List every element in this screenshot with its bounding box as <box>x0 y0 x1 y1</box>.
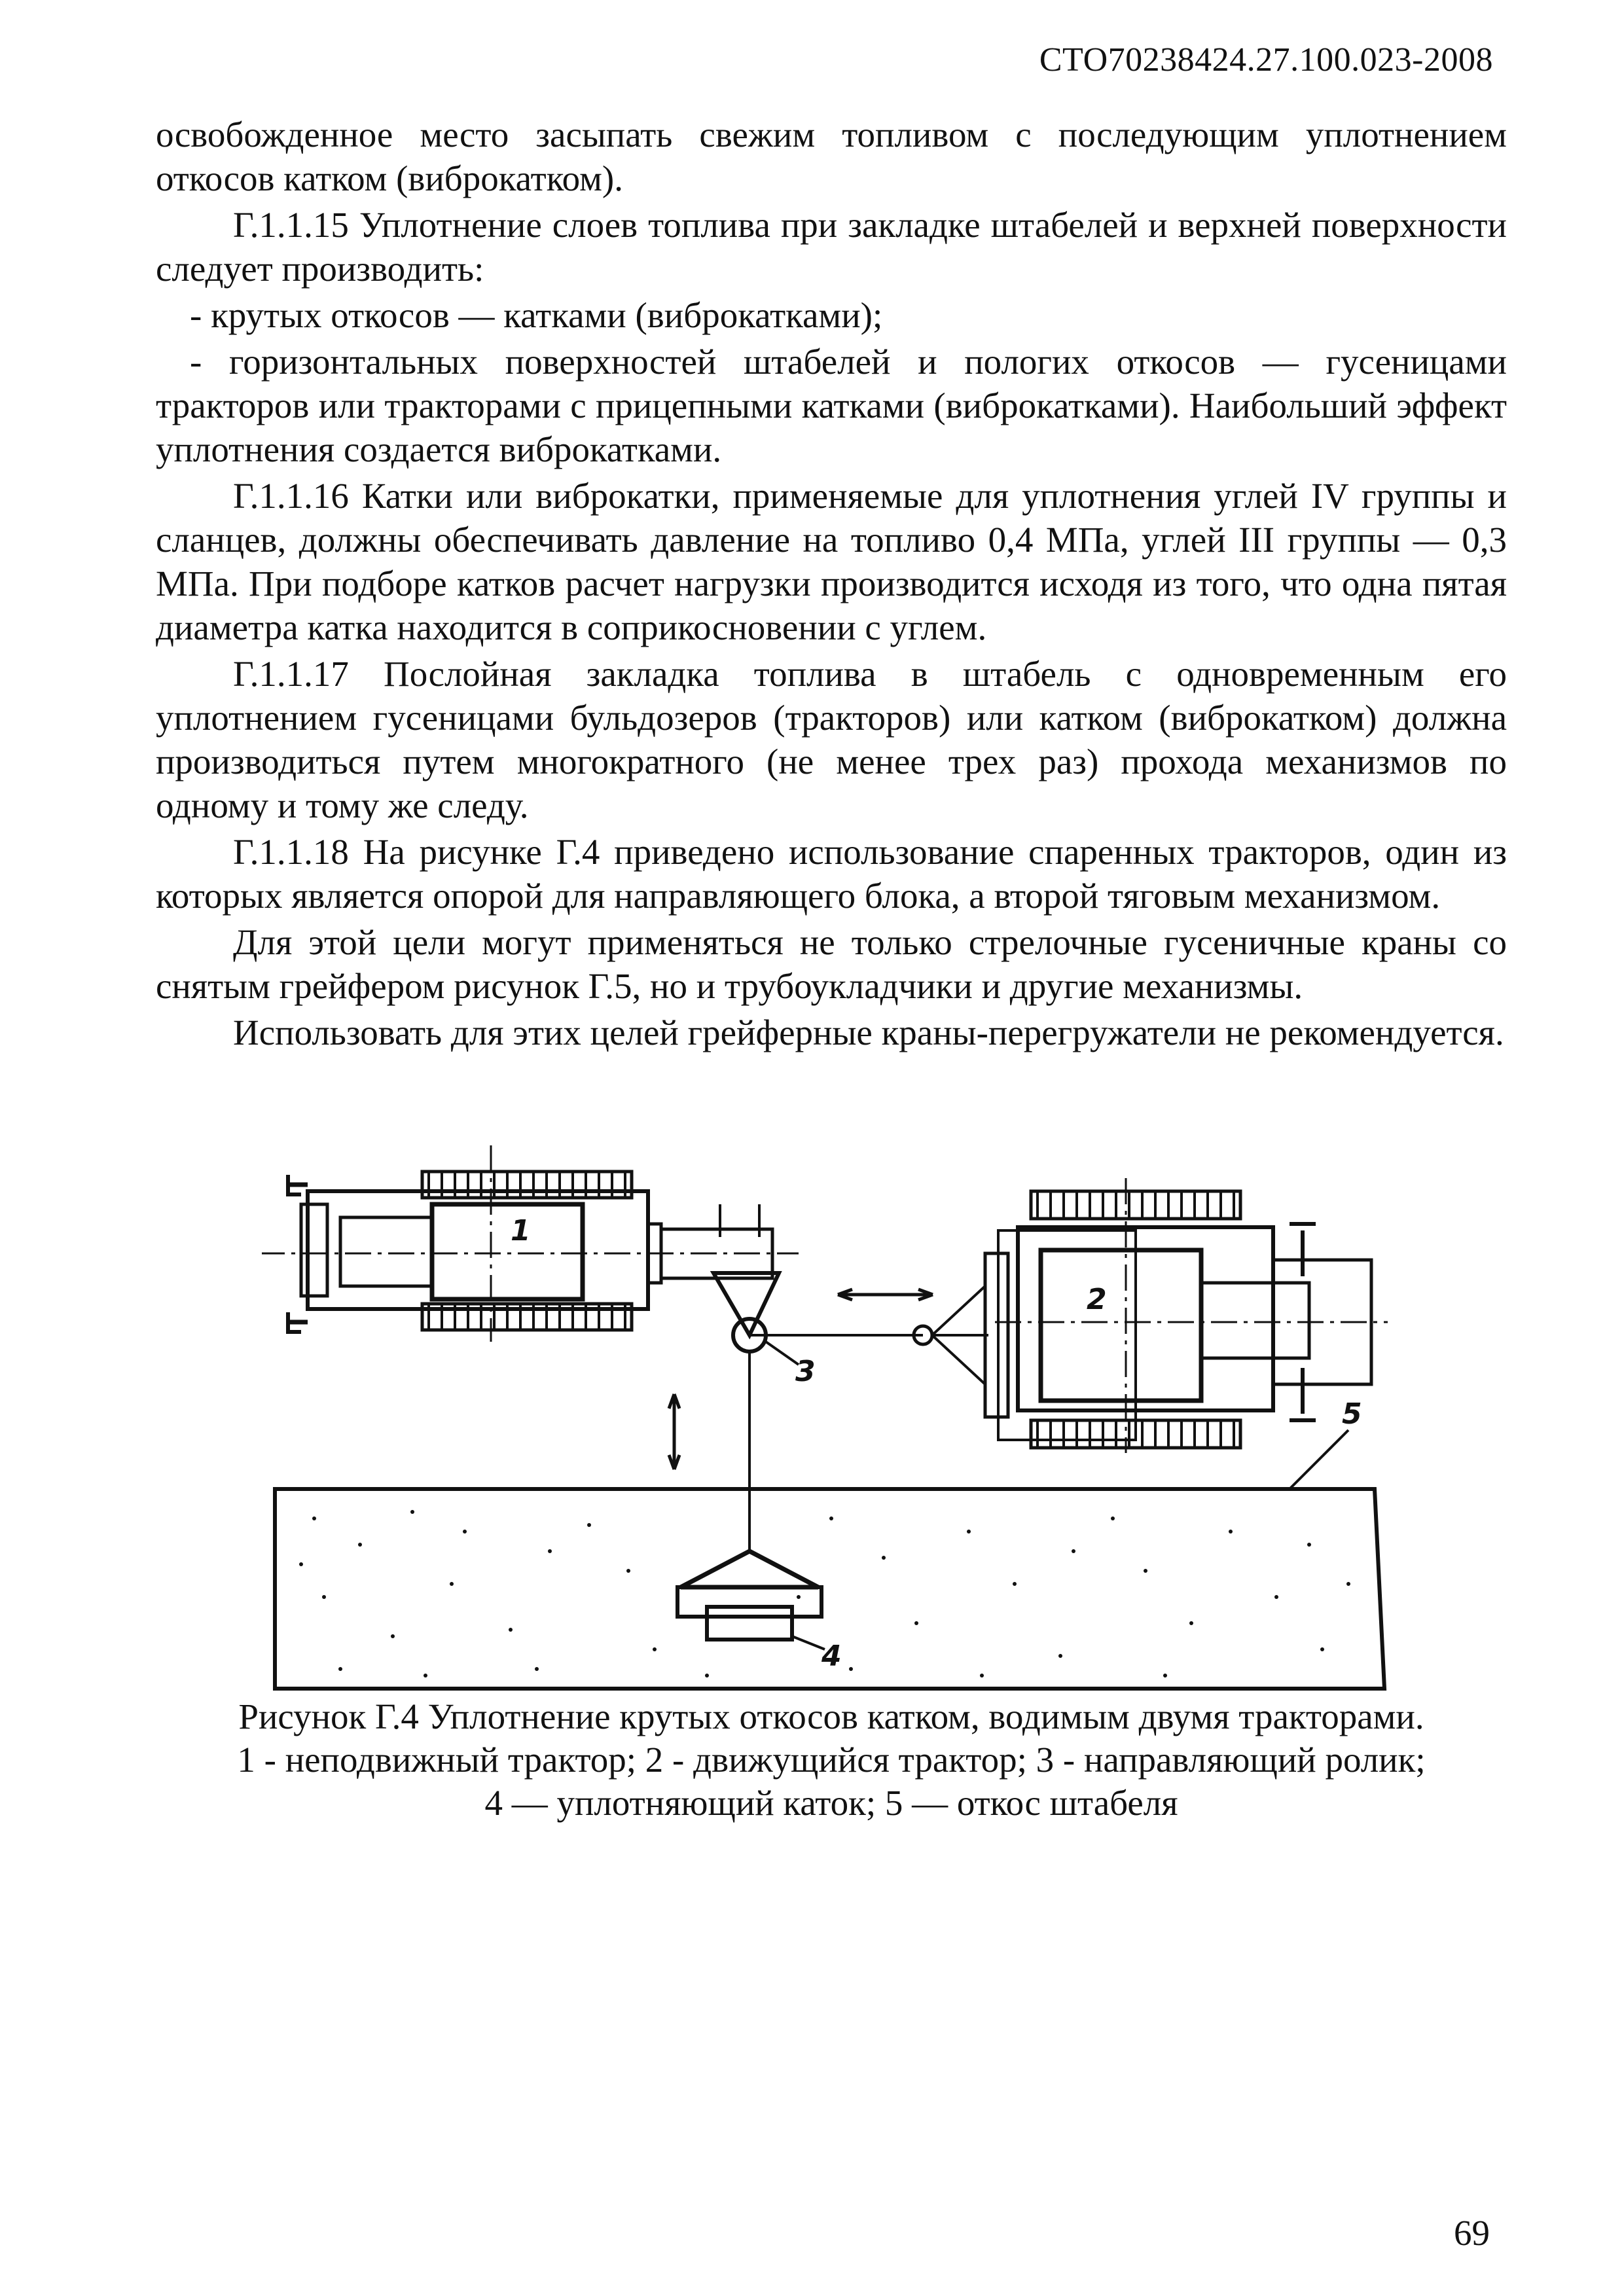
label-4: 4 <box>821 1640 842 1673</box>
document-code: СТО70238424.27.100.023-2008 <box>1039 41 1493 79</box>
paragraph: освобожденное место засыпать свежим топливом с последующим уплотнением откосов катком (виброкатком). <box>156 115 1507 198</box>
guide-roller <box>713 1204 816 1388</box>
paragraph: Г.1.1.16 Катки или виброкатки, применяемые для уплотнения углей IV группы и сланцев, должны обеспечивать давление на топливо 0,4 МПа, углей III группы — 0,3 МПа. При подборе катков расчет нагрузки производится исходя из того, что одна пятая диаметра катка находится в соприкосновении с углем. <box>156 476 1507 647</box>
compacting-drum <box>677 1551 842 1673</box>
paragraph: Г.1.1.18 На рисунке Г.4 приведено использование спаренных тракторов, один из которых является опорой для направляющего блока, а второй тяговым механизмом. <box>156 832 1507 916</box>
moving-tractor <box>985 1178 1388 1453</box>
list-item: - крутых откосов — катками (виброкатками); <box>190 295 883 335</box>
body-text <box>156 113 1507 1057</box>
vertical-cable <box>669 1352 749 1551</box>
paragraph: Г.1.1.15 Уплотнение слоев топлива при закладке штабелей и верхней поверхности следует производить: <box>156 205 1507 289</box>
figure-g4-diagram <box>262 1126 1388 1695</box>
caption-legend-line: 1 - неподвижный трактор; 2 - движущийся трактор; 3 - направляющий ролик; <box>237 1740 1426 1780</box>
paragraph: Г.1.1.17 Послойная закладка топлива в штабель с одновременным его уплотнением гусеницами бульдозеров (тракторов) или катком (виброкатком) должна производиться путем многократного (не менее трех раз) прохода механизмов по одному и тому же следу. <box>156 654 1507 825</box>
paragraph: Использовать для этих целей грейферные краны-перегружатели не рекомендуется. <box>233 1013 1504 1052</box>
label-3: 3 <box>795 1355 816 1388</box>
caption-title: Рисунок Г.4 Уплотнение крутых откосов катком, водимым двумя тракторами. <box>238 1696 1424 1736</box>
traction-cable <box>749 1286 988 1384</box>
stationary-tractor <box>262 1145 799 1342</box>
label-1: 1 <box>511 1214 531 1247</box>
list-item: - горизонтальных поверхностей штабелей и пологих откосов — гусеницами тракторов или тракторами с прицепными катками (виброкатками). Наибольший эффект уплотнения создается виброкатками. <box>156 342 1507 469</box>
caption-legend-line: 4 — уплотняющий каток; 5 — откос штабеля <box>484 1783 1178 1823</box>
label-5: 5 <box>1342 1397 1362 1431</box>
page-number: 69 <box>1454 2213 1490 2253</box>
paragraph: Для этой цели могут применяться не только стрелочные гусеничные краны со снятым грейфером рисунок Г.5, но и трубоукладчики и другие механизмы. <box>156 922 1507 1006</box>
label-2: 2 <box>1087 1283 1107 1316</box>
figure-caption <box>156 1695 1507 1825</box>
